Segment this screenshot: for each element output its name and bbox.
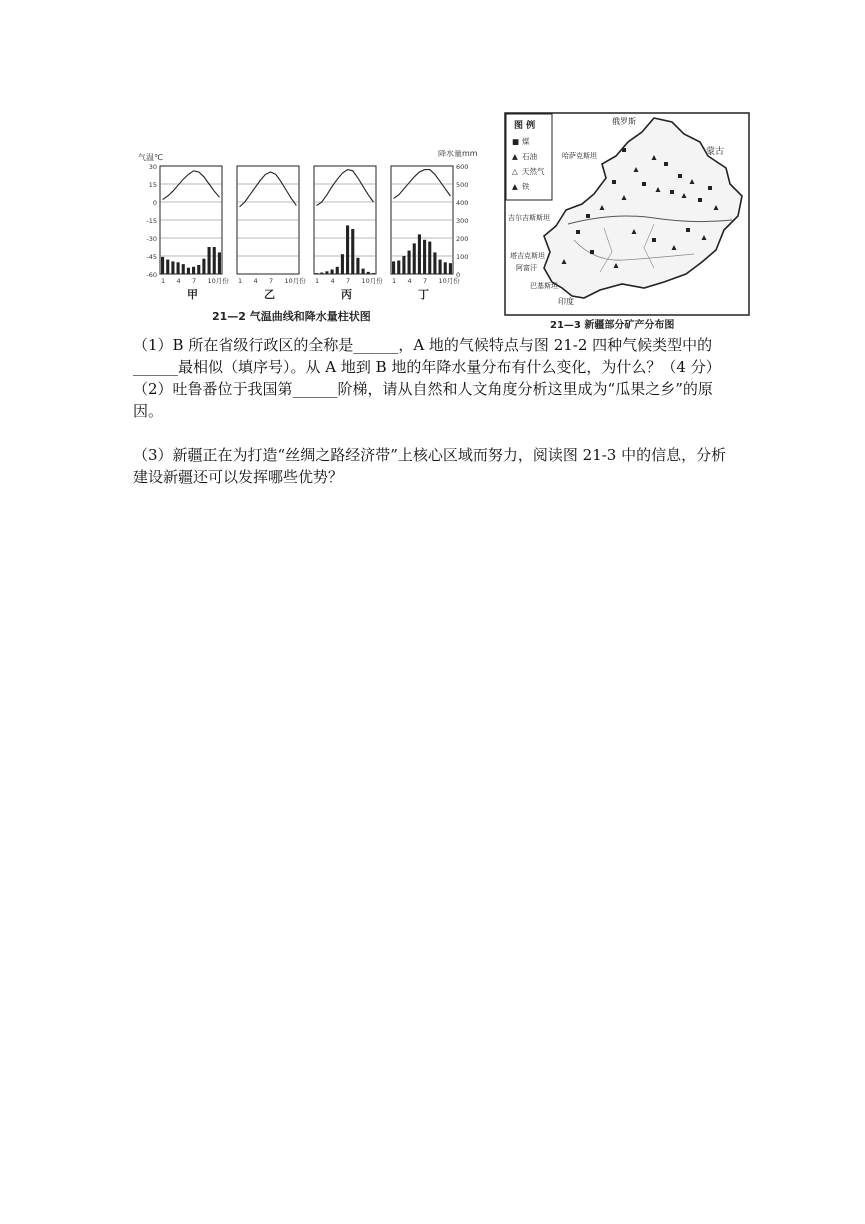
question-2: （2）吐鲁番位于我国第______阶梯，请从自然和人文角度分析这里成为“瓜果之乡”的原因。 bbox=[133, 380, 713, 420]
precipitation-bar bbox=[423, 240, 426, 274]
legend-label: 铁 bbox=[522, 182, 530, 191]
coal-marker-icon bbox=[698, 198, 702, 202]
precipitation-bar bbox=[367, 272, 370, 274]
month-tick-label: 7 bbox=[423, 277, 428, 285]
precipitation-bar bbox=[439, 260, 442, 274]
precipitation-bar bbox=[336, 267, 339, 274]
legend-title: 图 例 bbox=[514, 121, 536, 131]
precip-tick-label: 0 bbox=[456, 271, 461, 279]
panel-name: 乙 bbox=[264, 288, 275, 301]
coal-marker-icon bbox=[642, 182, 646, 186]
precipitation-bar bbox=[325, 271, 328, 274]
precipitation-bar bbox=[171, 261, 174, 274]
precipitation-bar bbox=[161, 257, 164, 274]
precipitation-bar bbox=[192, 267, 195, 274]
map-svg bbox=[504, 112, 750, 334]
legend-symbol-icon: ■ bbox=[512, 137, 520, 146]
month-tick-label: 1 bbox=[238, 277, 243, 285]
month-tick-label: 10月份 bbox=[284, 277, 306, 285]
temperature-axis-label: 气温℃ bbox=[138, 153, 163, 162]
month-tick-label: 7 bbox=[346, 277, 351, 285]
label-afghanistan: 阿富汗 bbox=[516, 264, 537, 272]
month-tick-label: 4 bbox=[407, 277, 412, 285]
precipitation-bar bbox=[208, 247, 211, 274]
precip-tick-label: 100 bbox=[456, 253, 469, 261]
coal-marker-icon bbox=[590, 250, 594, 254]
precipitation-bar bbox=[341, 254, 344, 274]
precipitation-bar bbox=[202, 259, 205, 274]
coal-marker-icon bbox=[576, 230, 580, 234]
label-india: 印度 bbox=[558, 297, 574, 306]
coal-marker-icon bbox=[708, 186, 712, 190]
panel-name: 丁 bbox=[418, 288, 429, 301]
precipitation-bar bbox=[449, 263, 452, 274]
month-tick-label: 7 bbox=[192, 277, 197, 285]
month-tick-label: 1 bbox=[161, 277, 166, 285]
precip-tick-label: 500 bbox=[456, 181, 469, 189]
label-tajikistan: 塔吉克斯坦 bbox=[510, 252, 545, 260]
coal-marker-icon bbox=[678, 174, 682, 178]
label-mongolia: 蒙古 bbox=[706, 147, 725, 157]
legend-label: 煤 bbox=[522, 137, 530, 146]
panel-name: 甲 bbox=[187, 288, 198, 301]
precip-tick-label: 200 bbox=[456, 235, 469, 243]
precipitation-bar bbox=[402, 256, 405, 274]
question-3: （3）新疆正在为打造“丝绸之路经济带”上核心区域而努力，阅读图 21-3 中的信息，分析建设新疆还可以发挥哪些优势？ bbox=[133, 446, 727, 486]
month-tick-label: 4 bbox=[330, 277, 335, 285]
coal-marker-icon bbox=[670, 190, 674, 194]
legend-label: 天然气 bbox=[522, 167, 545, 176]
precipitation-axis-label: 降水量mm bbox=[438, 150, 478, 158]
precipitation-bar bbox=[397, 261, 400, 275]
precipitation-bar bbox=[444, 262, 447, 274]
legend-label: 石油 bbox=[522, 152, 537, 161]
precipitation-bar bbox=[392, 261, 395, 274]
precipitation-bar bbox=[213, 247, 216, 274]
month-tick-label: 4 bbox=[253, 277, 258, 285]
precipitation-bar bbox=[408, 251, 411, 274]
question-block bbox=[133, 334, 738, 488]
coal-marker-icon bbox=[664, 162, 668, 166]
temp-tick-label: 0 bbox=[152, 199, 157, 207]
month-tick-label: 1 bbox=[315, 277, 320, 285]
precipitation-bar bbox=[331, 270, 334, 275]
legend-symbol-icon: ▲ bbox=[512, 152, 518, 161]
coal-marker-icon bbox=[586, 214, 590, 218]
question-1: （1）B 所在省级行政区的全称是______，A 地的气候特点与图 21-2 四种气候类型中的______最相似（填序号）。从 A 地到 B 地的年降水量分布有什么变化，为什么？（4 分） bbox=[133, 336, 721, 376]
label-kyrgyzstan: 吉尔吉斯斯坦 bbox=[508, 214, 550, 222]
temp-tick-label: -15 bbox=[146, 217, 157, 225]
climate-charts-svg bbox=[138, 150, 508, 330]
precipitation-bar bbox=[351, 229, 354, 274]
month-tick-label: 7 bbox=[269, 277, 274, 285]
precipitation-bar bbox=[315, 273, 318, 274]
figure-area bbox=[128, 100, 750, 336]
coal-marker-icon bbox=[652, 238, 656, 242]
temp-tick-label: -60 bbox=[146, 271, 157, 279]
precipitation-bar bbox=[413, 243, 416, 274]
precipitation-bar bbox=[428, 242, 431, 274]
xinjiang-mineral-map bbox=[504, 112, 750, 334]
precipitation-bar bbox=[362, 269, 365, 274]
precipitation-bar bbox=[197, 265, 200, 274]
legend-symbol-icon: ▲ bbox=[512, 182, 518, 191]
label-russia: 俄罗斯 bbox=[612, 117, 636, 126]
month-tick-label: 10月份 bbox=[207, 277, 229, 285]
coal-marker-icon bbox=[686, 228, 690, 232]
climate-chart-figure bbox=[138, 150, 508, 330]
precipitation-bar bbox=[346, 225, 349, 274]
label-kazakhstan: 哈萨克斯坦 bbox=[562, 152, 597, 160]
coal-marker-icon bbox=[612, 180, 616, 184]
precipitation-bar bbox=[433, 252, 436, 274]
panel-name: 丙 bbox=[341, 288, 352, 301]
month-tick-label: 1 bbox=[392, 277, 397, 285]
month-tick-label: 10月份 bbox=[361, 277, 383, 285]
temp-tick-label: 30 bbox=[148, 163, 157, 171]
precipitation-bar bbox=[182, 264, 185, 274]
precipitation-bar bbox=[372, 273, 375, 274]
climate-figure-caption: 21—2 气温曲线和降水量柱状图 bbox=[212, 310, 371, 323]
temp-tick-label: 15 bbox=[148, 181, 157, 189]
legend-symbol-icon: △ bbox=[512, 167, 518, 176]
precipitation-bar bbox=[418, 234, 421, 274]
precipitation-bar bbox=[177, 262, 180, 274]
precip-tick-label: 300 bbox=[456, 217, 469, 225]
coal-marker-icon bbox=[622, 148, 626, 152]
temp-tick-label: -45 bbox=[146, 253, 157, 261]
precip-tick-label: 600 bbox=[456, 163, 469, 171]
precipitation-bar bbox=[320, 273, 323, 274]
precipitation-bar bbox=[218, 252, 221, 274]
map-caption: 21—3 新疆部分矿产分布图 bbox=[550, 320, 675, 331]
precip-tick-label: 400 bbox=[456, 199, 469, 207]
label-pakistan: 巴基斯坦 bbox=[530, 282, 558, 290]
month-tick-label: 4 bbox=[176, 277, 181, 285]
temp-tick-label: -30 bbox=[146, 235, 157, 243]
month-tick-label: 10月份 bbox=[438, 277, 460, 285]
precipitation-bar bbox=[166, 260, 169, 274]
precipitation-bar bbox=[187, 268, 190, 274]
precipitation-bar bbox=[356, 258, 359, 274]
